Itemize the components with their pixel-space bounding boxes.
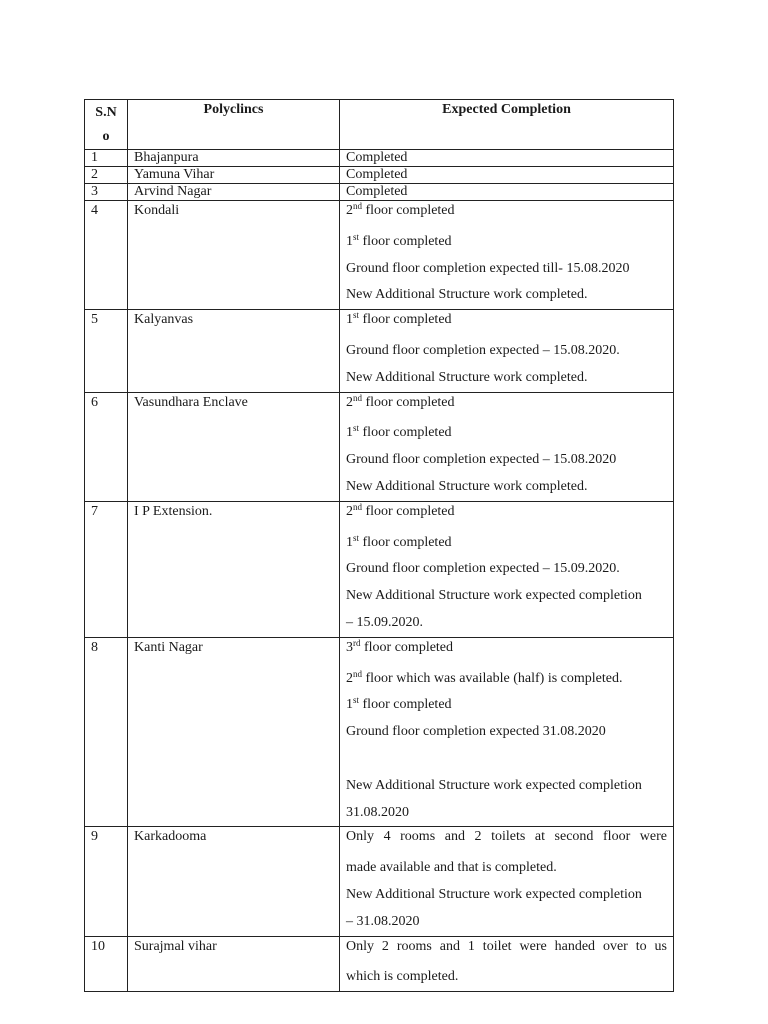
status-line: New Additional Structure work expected completion [346, 777, 642, 793]
row-polyclinic: Bhajanpura [128, 150, 340, 167]
status-line: 2nd floor completed [346, 501, 455, 519]
table-row [85, 310, 674, 392]
row-status [340, 310, 674, 392]
row-status: Completed [340, 184, 674, 201]
status-line: made available and that is completed. [346, 860, 557, 876]
status-line: 1st floor completed [346, 231, 452, 249]
row-polyclinic: Yamuna Vihar [128, 167, 340, 184]
table-row [85, 201, 674, 310]
status-line: 2nd floor completed [346, 392, 455, 410]
row-status [340, 827, 674, 936]
row-sno: 5 [85, 310, 128, 392]
row-sno: 6 [85, 392, 128, 501]
row-sno: 3 [85, 184, 128, 201]
row-sno: 7 [85, 501, 128, 637]
header-expected-completion: Expected Completion [340, 100, 674, 150]
row-polyclinic: Vasundhara Enclave [128, 392, 340, 501]
row-polyclinic: Arvind Nagar [128, 184, 340, 201]
status-line: 1st floor completed [346, 695, 452, 713]
table-header-row [85, 100, 674, 150]
table-row [85, 827, 674, 936]
status-line: 31.08.2020 [346, 804, 409, 820]
row-status [340, 392, 674, 501]
table-row [85, 392, 674, 501]
row-sno: 10 [85, 936, 128, 992]
row-polyclinic: Kanti Nagar [128, 637, 340, 827]
status-line: 3rd floor completed [346, 637, 454, 655]
row-sno: 4 [85, 201, 128, 310]
status-line: Ground floor completion expected till- 15.08.2020 [346, 260, 630, 276]
status-line: – 31.08.2020 [346, 913, 420, 929]
row-status [340, 936, 674, 992]
status-line: Only 2 rooms and 1 toilet were handed over to us [346, 938, 667, 954]
blank-line [346, 746, 667, 773]
status-line: Only 4 rooms and 2 toilets at second floor were [346, 829, 667, 845]
row-status [340, 501, 674, 637]
row-status [340, 201, 674, 310]
status-line: Ground floor completion expected – 15.08.2020. [346, 342, 620, 358]
row-polyclinic: Kalyanvas [128, 310, 340, 392]
status-line: 1st floor completed [346, 532, 452, 550]
row-polyclinic: Surajmal vihar [128, 936, 340, 992]
status-line: which is completed. [346, 969, 459, 985]
header-sno [85, 100, 128, 150]
status-line: 1st floor completed [346, 310, 452, 328]
status-line: Ground floor completion expected – 15.09.2020. [346, 561, 620, 577]
status-line: 2nd floor completed [346, 201, 455, 218]
row-status: Completed [340, 167, 674, 184]
row-status: Completed [340, 150, 674, 167]
status-line: New Additional Structure work completed. [346, 287, 588, 303]
row-polyclinic: Karkadooma [128, 827, 340, 936]
row-sno: 2 [85, 167, 128, 184]
row-status [340, 637, 674, 827]
row-sno: 9 [85, 827, 128, 936]
row-polyclinic: Kondali [128, 201, 340, 310]
status-line: 2nd floor which was available (half) is completed. [346, 668, 623, 686]
status-line: Ground floor completion expected 31.08.2020 [346, 724, 606, 740]
table-row [85, 501, 674, 637]
status-line: New Additional Structure work expected completion [346, 588, 642, 604]
header-polyclinics: Polyclincs [128, 100, 340, 150]
table-row [85, 167, 674, 184]
row-sno: 1 [85, 150, 128, 167]
header-sno-line-2: o [102, 129, 110, 144]
status-line: – 15.09.2020. [346, 614, 423, 630]
table-row [85, 150, 674, 167]
status-line: New Additional Structure work expected completion [346, 886, 642, 902]
row-polyclinic: I P Extension. [128, 501, 340, 637]
status-line: Ground floor completion expected – 15.08.2020 [346, 452, 617, 468]
table-row [85, 936, 674, 992]
status-line: New Additional Structure work completed. [346, 478, 588, 494]
table-row [85, 637, 674, 827]
status-line: 1st floor completed [346, 423, 452, 441]
status-line: New Additional Structure work completed. [346, 369, 588, 385]
row-sno: 8 [85, 637, 128, 827]
table-row [85, 184, 674, 201]
polyclinics-table [84, 99, 674, 992]
header-sno-line-1: S.N [95, 105, 117, 120]
